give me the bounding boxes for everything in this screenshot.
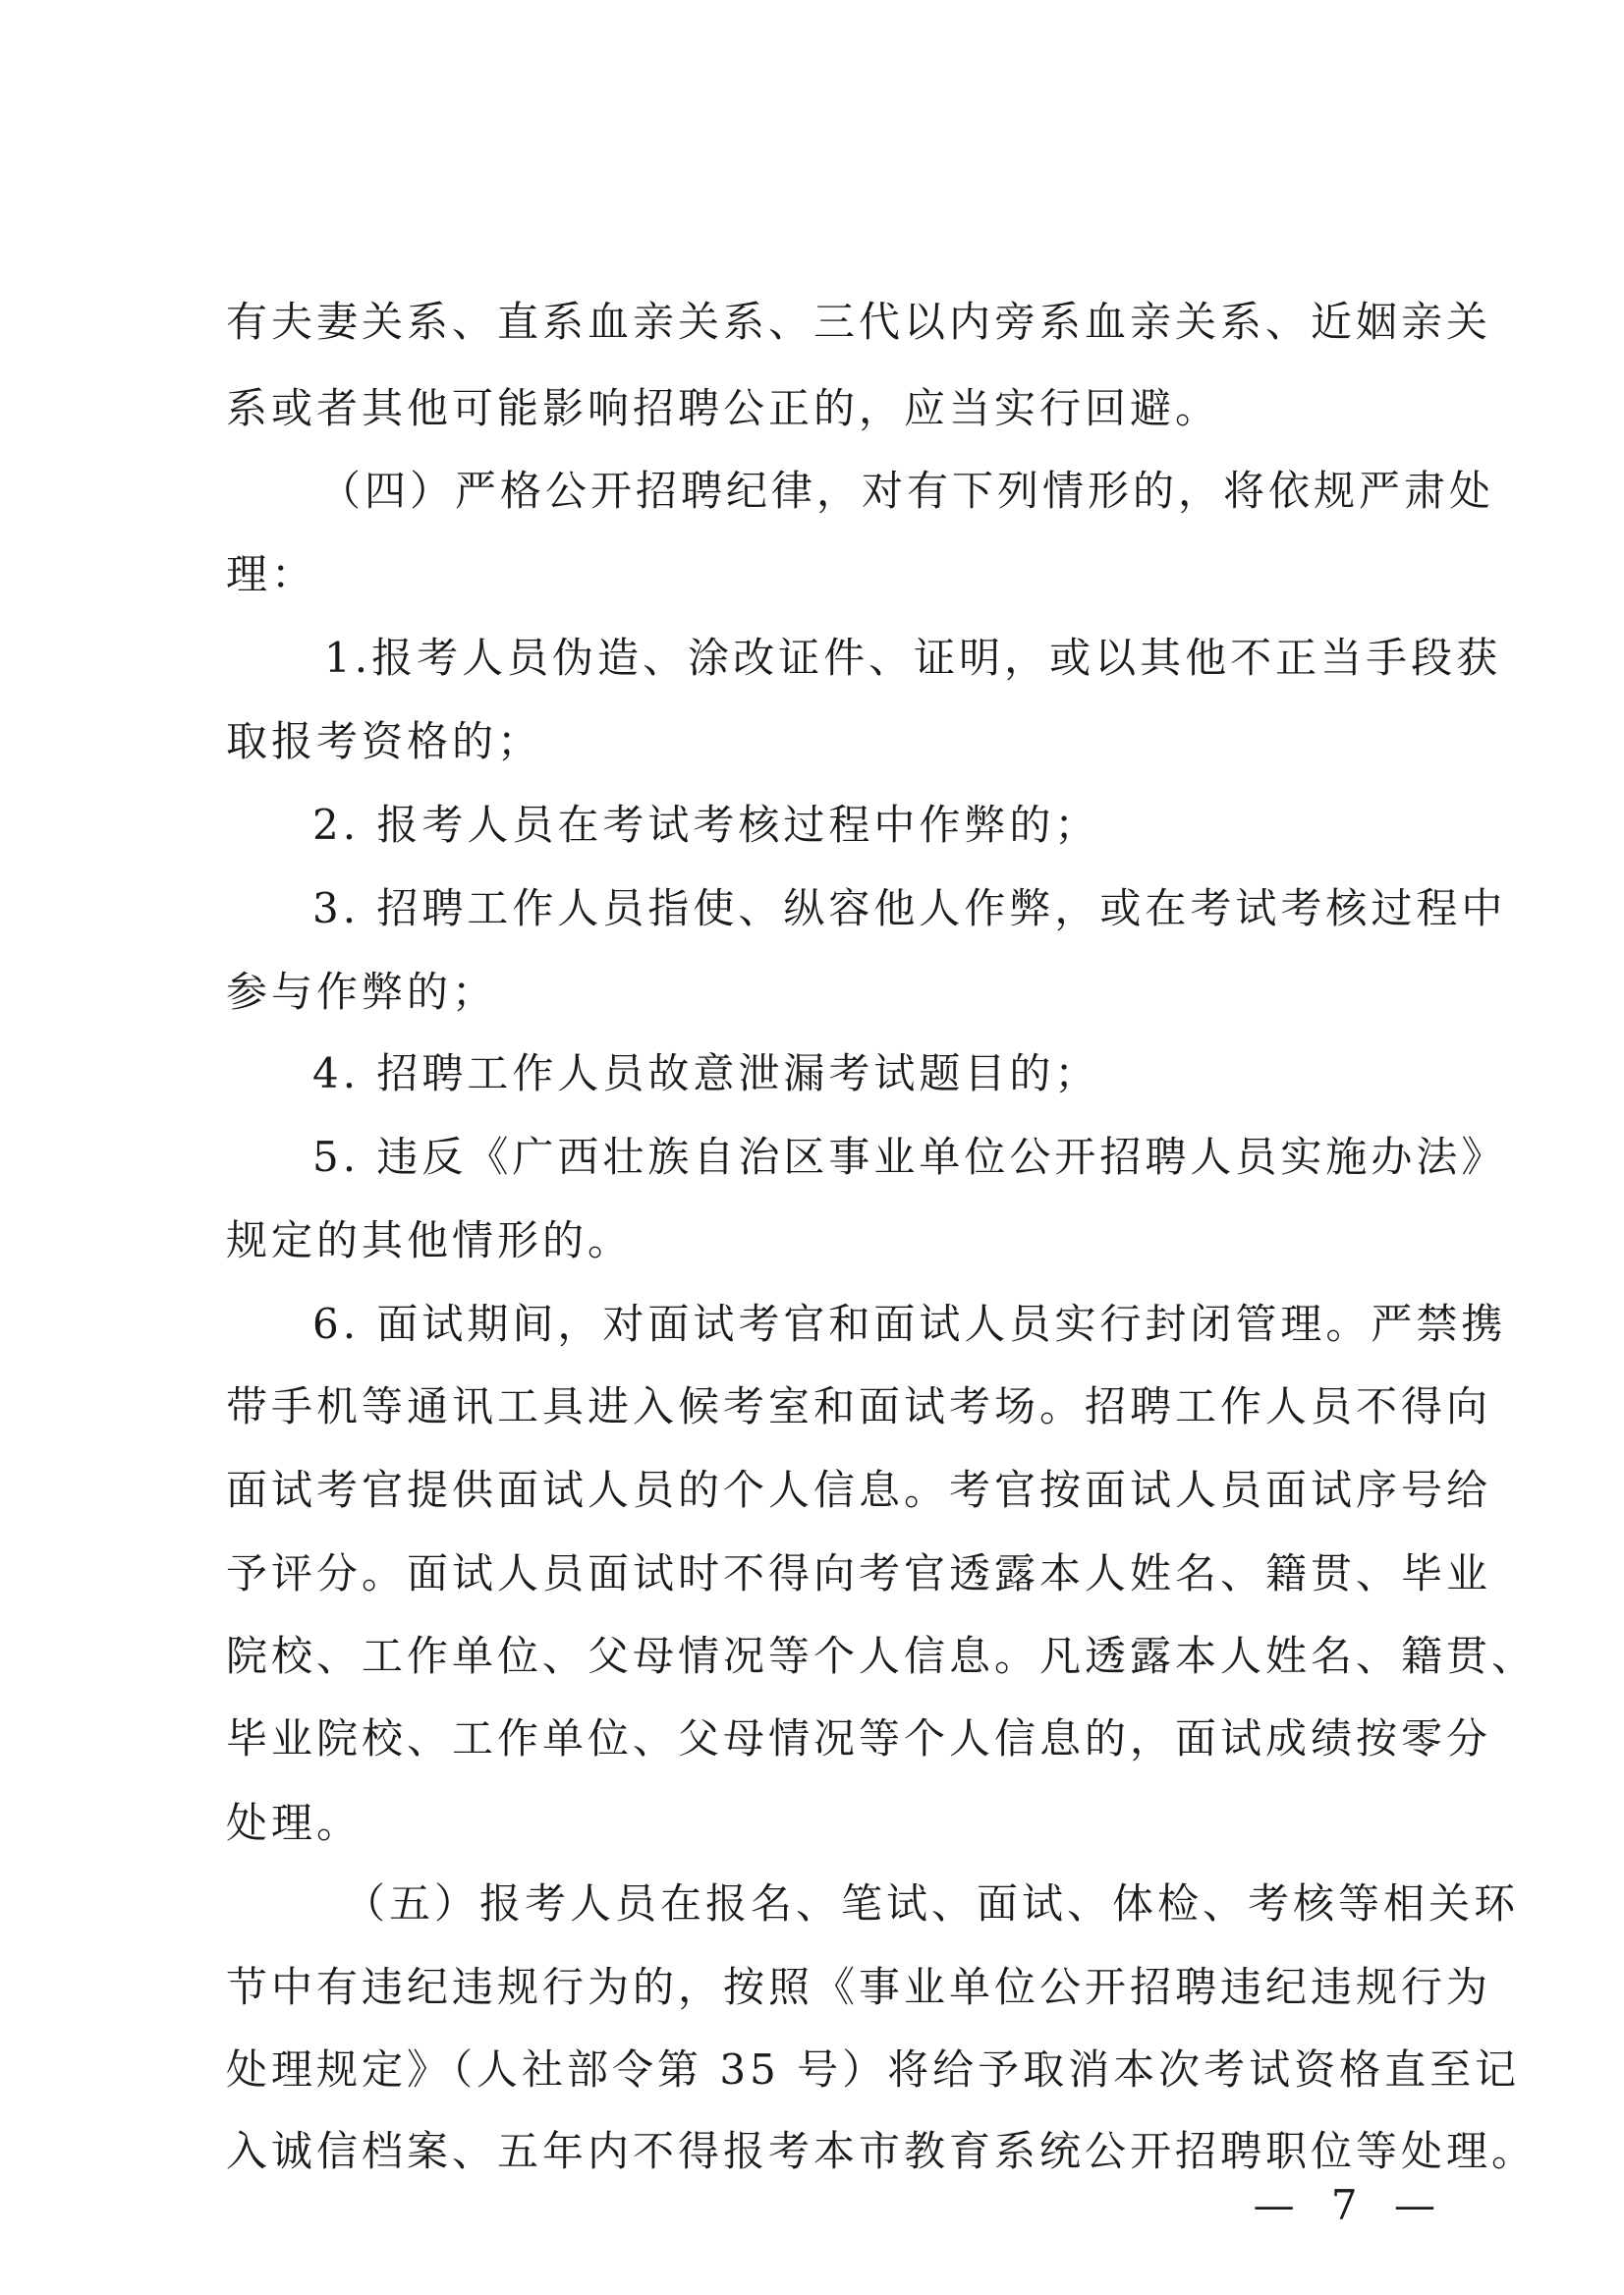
section-heading-5: （五）报考人员在报名、笔试、面试、体检、考核等相关环 — [344, 1879, 1520, 1928]
page-number: — 7 — — [1253, 2181, 1447, 2229]
text-line: 理： — [226, 550, 317, 598]
text-line: 取报考资格的； — [226, 717, 543, 765]
text-line: 入诚信档案、五年内不得报考本市教育系统公开招聘职位等处理。 — [226, 2127, 1538, 2175]
text-line: 处理。 — [226, 1799, 363, 1847]
text-line: 有夫妻关系、直系血亲关系、三代以内旁系血亲关系、近姻亲关 — [226, 298, 1492, 346]
list-item-3: 3. 招聘工作人员指使、纵容他人作弊，或在考试考核过程中 — [312, 884, 1507, 932]
list-item-2: 2. 报考人员在考试考核过程中作弊的； — [312, 801, 1100, 849]
text-line: 予评分。面试人员面试时不得向考官透露本人姓名、籍贯、毕业 — [226, 1549, 1492, 1597]
list-item-6: 6. 面试期间，对面试考官和面试人员实行封闭管理。严禁携 — [312, 1300, 1507, 1348]
section-heading-4: （四）严格公开招聘纪律，对有下列情形的，将依规严肃处 — [319, 467, 1495, 515]
text-line: 系或者其他可能影响招聘公正的，应当实行回避。 — [226, 384, 1221, 432]
text-line: 参与作弊的； — [226, 968, 498, 1016]
text-line: 院校、工作单位、父母情况等个人信息。凡透露本人姓名、籍贯、 — [226, 1632, 1538, 1680]
list-item-5: 5. 违反《广西壮族自治区事业单位公开招聘人员实施办法》 — [312, 1133, 1507, 1181]
text-line: 节中有违纪违规行为的，按照《事业单位公开招聘违纪违规行为 — [226, 1963, 1492, 2011]
list-item-1: 1.报考人员伪造、涂改证件、证明，或以其他不正当手段获 — [324, 634, 1502, 682]
text-line: 面试考官提供面试人员的个人信息。考官按面试人员面试序号给 — [226, 1466, 1492, 1514]
text-line: 毕业院校、工作单位、父母情况等个人信息的，面试成绩按零分 — [226, 1714, 1492, 1763]
text-line: 处理规定》（人社部令第 35 号）将给予取消本次考试资格直至记 — [226, 2045, 1521, 2094]
list-item-4: 4. 招聘工作人员故意泄漏考试题目的； — [312, 1049, 1100, 1097]
text-line: 规定的其他情形的。 — [226, 1216, 634, 1264]
text-line: 带手机等通讯工具进入候考室和面试考场。招聘工作人员不得向 — [226, 1382, 1492, 1430]
